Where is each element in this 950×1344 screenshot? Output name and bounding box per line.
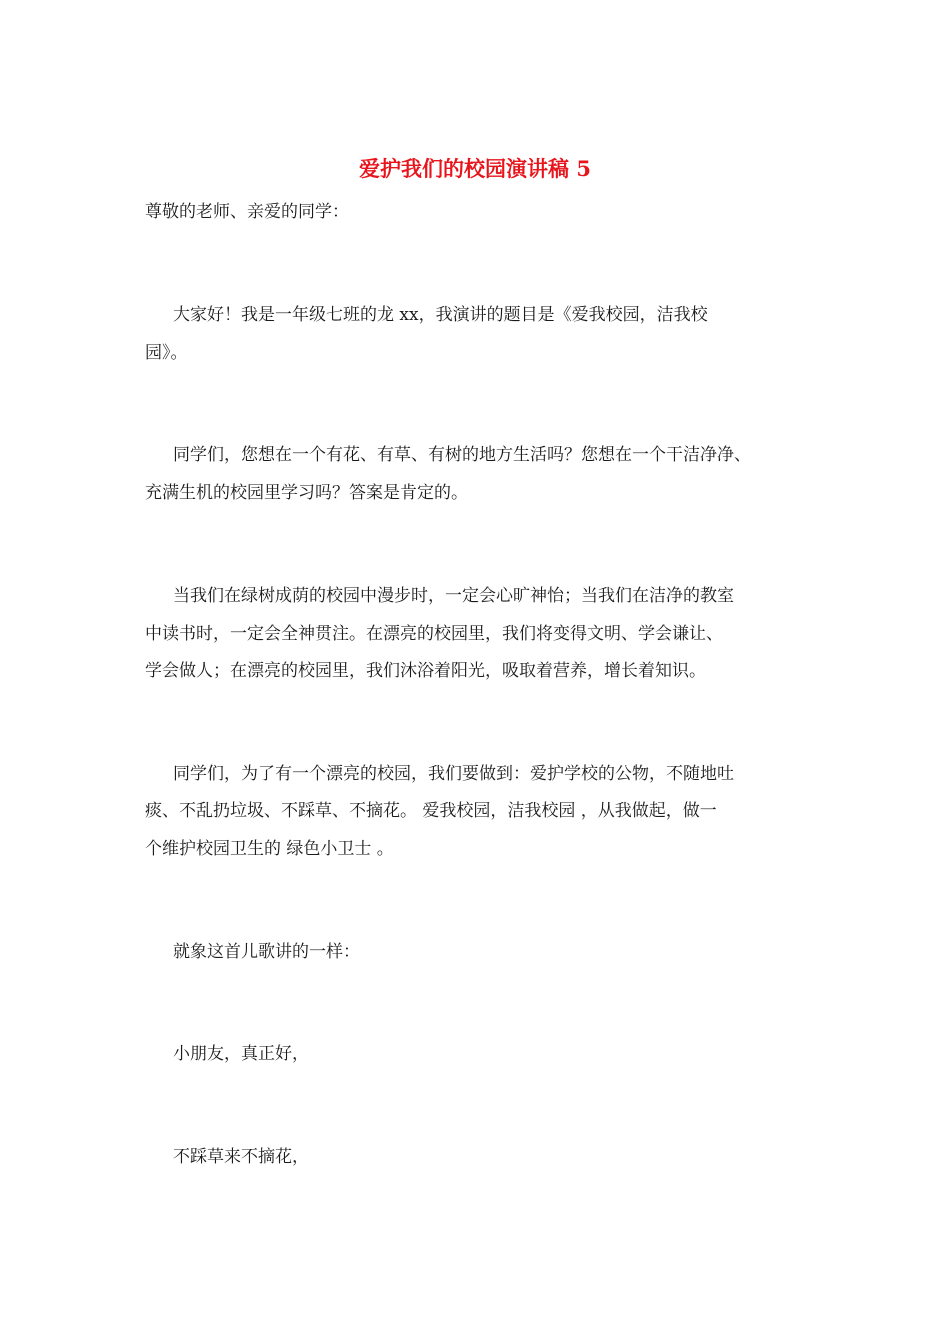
paragraph-line: 就象这首儿歌讲的一样： [173, 942, 360, 962]
paragraph-line: 中读书时，一定会全神贯注。在漂亮的校园里，我们将变得文明、学会谦让、 [145, 624, 723, 644]
paragraph-line: 痰、不乱扔垃圾、不踩草、不摘花。 爱我校园，洁我校园 ，从我做起，做一 [145, 801, 717, 821]
poem-line: 不踩草来不摘花， [173, 1147, 309, 1167]
paragraph-line: 大家好！我是一年级七班的龙 xx，我演讲的题目是《爱我校园，洁我校 [173, 305, 708, 325]
document-title: 爱护我们的校园演讲稿 5 [359, 156, 591, 181]
paragraph-line: 当我们在绿树成荫的校园中漫步时，一定会心旷神怡；当我们在洁净的教室 [173, 586, 734, 606]
paragraph-line: 同学们，为了有一个漂亮的校园，我们要做到：爱护学校的公物，不随地吐 [173, 764, 734, 784]
paragraph-line: 园》。 [145, 343, 188, 363]
paragraph-line: 学会做人；在漂亮的校园里，我们沐浴着阳光，吸取着营养，增长着知识。 [145, 661, 706, 681]
poem-line: 小朋友，真正好， [173, 1044, 309, 1064]
paragraph-line: 个维护校园卫生的 绿色小卫士 。 [145, 839, 394, 859]
greeting-line: 尊敬的老师、亲爱的同学： [145, 202, 349, 222]
paragraph-line: 同学们，您想在一个有花、有草、有树的地方生活吗？您想在一个干洁净净、 [173, 445, 751, 465]
paragraph-line: 充满生机的校园里学习吗？答案是肯定的。 [145, 483, 468, 503]
